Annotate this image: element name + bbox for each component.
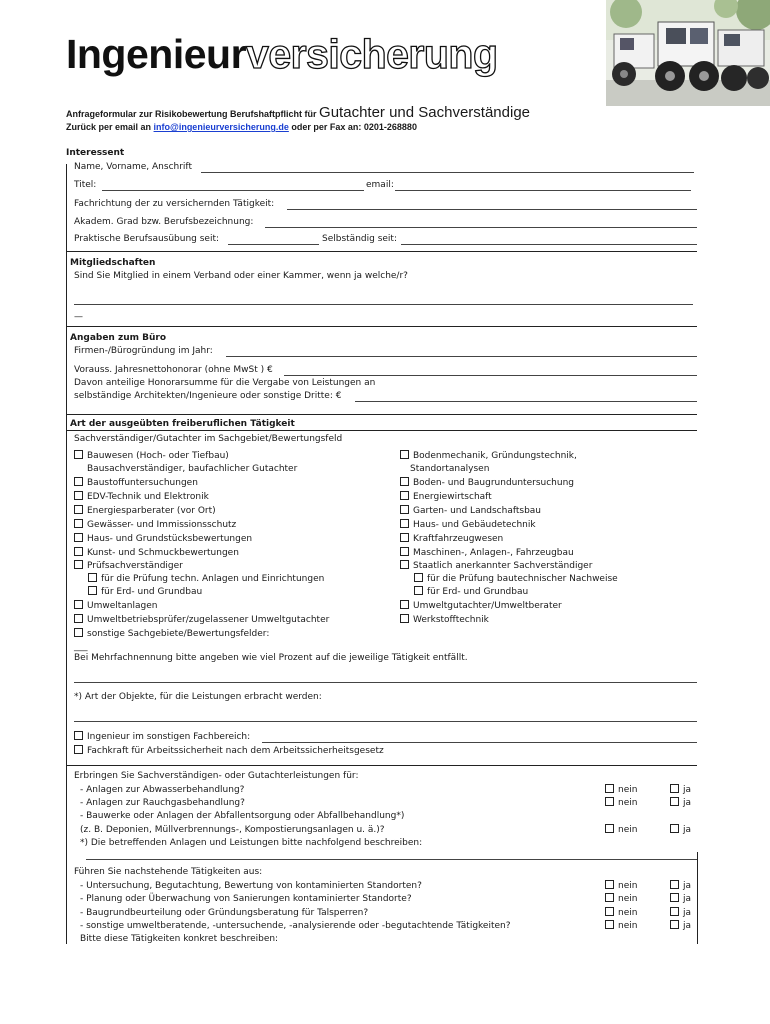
form-frame-right: [697, 852, 698, 944]
taetigkeiten-item-2: - Planung oder Überwachung von Sanierungen kontaminierter Standorte?: [80, 894, 412, 904]
checkbox[interactable]: [74, 547, 83, 556]
option-pruef-anlagen[interactable]: für die Prüfung techn. Anlagen und Einrichtungen: [88, 573, 324, 585]
abfall-yes[interactable]: ja: [670, 824, 691, 836]
checkbox[interactable]: [88, 573, 97, 582]
checkbox[interactable]: [605, 920, 614, 929]
checkbox[interactable]: [400, 614, 409, 623]
checkbox[interactable]: [400, 560, 409, 569]
option-boden-baugrund[interactable]: Boden- und Baugrunduntersuchung: [400, 477, 574, 489]
praxis-label: Praktische Berufsausübung seit:: [74, 234, 220, 244]
checkbox[interactable]: [74, 560, 83, 569]
fachrichtung-field[interactable]: [287, 209, 697, 210]
section-divider: [66, 251, 697, 252]
leistungen-item-1: - Anlagen zur Abwasserbehandlung?: [80, 785, 245, 795]
checkbox[interactable]: [670, 893, 679, 902]
objekte-field[interactable]: [74, 721, 697, 722]
checkbox[interactable]: [670, 824, 679, 833]
leistungen-item-5: *) Die betreffenden Anlagen und Leistungen bitte nachfolgend beschreiben:: [80, 838, 423, 848]
option-bausachverstaendiger-text: Bausachverständiger, baufachlicher Gutachter: [87, 464, 298, 474]
checkbox[interactable]: [605, 797, 614, 806]
anteil-field[interactable]: [355, 401, 697, 402]
option-standortanalysen-text: Standortanalysen: [410, 464, 490, 474]
option-energiewirtschaft[interactable]: Energiewirtschaft: [400, 491, 492, 503]
checkbox[interactable]: [400, 477, 409, 486]
checkbox[interactable]: [605, 893, 614, 902]
checkbox[interactable]: [400, 505, 409, 514]
mitglied-field[interactable]: [74, 304, 693, 305]
section-heading-taetigkeit: Art der ausgeübten freiberuflichen Tätigkeit: [70, 419, 295, 429]
titel-field[interactable]: [102, 190, 364, 191]
abfall-no[interactable]: nein: [605, 824, 637, 836]
rauchgas-yes[interactable]: ja: [670, 797, 691, 809]
checkbox[interactable]: [400, 519, 409, 528]
checkbox[interactable]: [74, 505, 83, 514]
checkbox[interactable]: [88, 586, 97, 595]
section-heading-buero: Angaben zum Büro: [70, 333, 167, 343]
gruendung-field[interactable]: [226, 356, 697, 357]
abwasser-no[interactable]: nein: [605, 784, 637, 796]
mitglied-question: Sind Sie Mitglied in einem Verband oder einer Kammer, wenn ja welche/r?: [74, 271, 408, 281]
section-divider: [66, 414, 697, 415]
checkbox[interactable]: [670, 797, 679, 806]
objekte-label: *) Art der Objekte, für die Leistungen erbracht werden:: [74, 692, 322, 702]
kontaminiert-no[interactable]: nein: [605, 880, 637, 892]
header-photo: [606, 0, 770, 106]
checkbox[interactable]: [74, 477, 83, 486]
option-staatlich[interactable]: Staatlich anerkannter Sachverständiger: [400, 560, 592, 572]
section-heading-interessent: Interessent: [66, 148, 125, 158]
praxis-field[interactable]: [228, 244, 319, 245]
checkbox[interactable]: [400, 491, 409, 500]
taetigkeit-sub: Sachverständiger/Gutachter im Sachgebiet/Bewertungsfeld: [74, 434, 343, 444]
sonstige-dash: ___: [74, 642, 88, 652]
anteil-label-1: Davon anteilige Honorarsumme für die Vergabe von Leistungen an: [74, 378, 376, 388]
abfall-description-field[interactable]: [86, 859, 697, 860]
grad-field[interactable]: [265, 227, 697, 228]
section-divider: [66, 430, 697, 431]
section-heading-mitglied: Mitgliedschaften: [70, 258, 156, 268]
option-umweltbetrieb[interactable]: Umweltbetriebsprüfer/zugelassener Umweltgutachter: [74, 614, 329, 626]
checkbox[interactable]: [74, 450, 83, 459]
checkbox[interactable]: [605, 784, 614, 793]
checkbox[interactable]: [670, 907, 679, 916]
leistungen-item-3: - Bauwerke oder Anlagen der Abfallentsorgung oder Abfallbehandlung*): [80, 811, 405, 821]
checkbox[interactable]: [400, 547, 409, 556]
option-haustechnik[interactable]: Haus- und Gebäudetechnik: [400, 519, 536, 531]
logo-part-2: versicherung: [246, 31, 498, 77]
checkbox[interactable]: [400, 533, 409, 542]
option-pruef-erdbau[interactable]: für Erd- und Grundbau: [88, 586, 202, 598]
email-link[interactable]: info@ingenieurversicherung.de: [153, 122, 289, 132]
checkbox[interactable]: [400, 450, 409, 459]
option-gewaesser[interactable]: Gewässer- und Immissionsschutz: [74, 519, 236, 531]
taetigkeiten-item-1: - Untersuchung, Begutachtung, Bewertung von kontaminierten Standorten?: [80, 881, 422, 891]
option-edv[interactable]: EDV-Technik und Elektronik: [74, 491, 209, 503]
checkbox[interactable]: [414, 573, 423, 582]
mehrfach-note: Bei Mehrfachnennung bitte angeben wie viel Prozent auf die jeweilige Tätigkeit entfällt.: [74, 653, 468, 663]
leistungen-item-4: (z. B. Deponien, Müllverbrennungs-, Kompostierungsanlagen u. ä.)?: [80, 825, 385, 835]
ingenieur-field[interactable]: [262, 742, 697, 743]
talsperren-yes[interactable]: ja: [670, 907, 691, 919]
option-kfz[interactable]: Kraftfahrzeugwesen: [400, 533, 503, 545]
gruendung-label: Firmen-/Bürogründung im Jahr:: [74, 346, 213, 356]
abwasser-yes[interactable]: ja: [670, 784, 691, 796]
taetigkeiten-item-4: - sonstige umweltberatende, -untersuchende, -analysierende oder -begutachtende Tätigkeiten?: [80, 921, 511, 931]
section-divider: [66, 765, 697, 766]
option-baustoff[interactable]: Baustoffuntersuchungen: [74, 477, 198, 489]
option-bodenmechanik[interactable]: Bodenmechanik, Gründungstechnik,: [400, 450, 577, 462]
honorar-field[interactable]: [284, 375, 697, 376]
name-label: Name, Vorname, Anschrift: [74, 162, 192, 172]
anteil-label-2: selbständige Architekten/Ingenieure oder sonstige Dritte: €: [74, 391, 342, 401]
checkbox[interactable]: [605, 907, 614, 916]
rauchgas-no[interactable]: nein: [605, 797, 637, 809]
form-title: Anfrageformular zur Risikobewertung Berufshaftpflicht für Gutachter und Sachverständige: [66, 104, 531, 121]
sonstige-umwelt-yes[interactable]: ja: [670, 920, 691, 932]
option-staatlich-erdbau[interactable]: für Erd- und Grundbau: [414, 586, 528, 598]
checkbox[interactable]: [670, 880, 679, 889]
option-ingenieur[interactable]: Ingenieur im sonstigen Fachbereich:: [74, 731, 250, 743]
option-fachkraft[interactable]: Fachkraft für Arbeitssicherheit nach dem Arbeitssicherheitsgesetz: [74, 745, 384, 757]
name-field[interactable]: [201, 172, 694, 173]
checkbox[interactable]: [414, 586, 423, 595]
option-pruefsachverstaendiger[interactable]: Prüfsachverständiger: [74, 560, 183, 572]
company-logo: [66, 31, 498, 77]
selbst-label: Selbständig seit:: [322, 234, 397, 244]
checkbox[interactable]: [74, 533, 83, 542]
logo-part-1: Ingenieur: [66, 31, 247, 77]
fachrichtung-label: Fachrichtung der zu versichernden Tätigkeit:: [74, 199, 275, 209]
section-divider: [66, 326, 697, 327]
option-maschinen[interactable]: Maschinen-, Anlagen-, Fahrzeugbau: [400, 547, 574, 559]
option-energiespar[interactable]: Energiesparberater (vor Ort): [74, 505, 216, 517]
kontaminiert-yes[interactable]: ja: [670, 880, 691, 892]
option-umweltgutachter[interactable]: Umweltgutachter/Umweltberater: [400, 600, 562, 612]
leistungen-intro: Erbringen Sie Sachverständigen- oder Gutachterleistungen für:: [74, 771, 359, 781]
email-field[interactable]: [395, 190, 691, 191]
checkbox[interactable]: [670, 920, 679, 929]
checkbox[interactable]: [605, 824, 614, 833]
checkbox[interactable]: [74, 745, 83, 754]
checkbox[interactable]: [74, 628, 83, 637]
sonstige-umwelt-no[interactable]: nein: [605, 920, 637, 932]
option-bauwesen[interactable]: Bauwesen (Hoch- oder Tiefbau): [74, 450, 229, 462]
checkbox[interactable]: [74, 614, 83, 623]
mehrfach-field[interactable]: [74, 682, 697, 683]
checkbox[interactable]: [400, 600, 409, 609]
mitglied-dash: —: [74, 312, 83, 322]
form-frame-left: [66, 164, 67, 944]
option-haus-grund[interactable]: Haus- und Grundstücksbewertungen: [74, 533, 252, 545]
titel-label: Titel:: [74, 180, 97, 190]
talsperren-no[interactable]: nein: [605, 907, 637, 919]
honorar-label: Vorauss. Jahresnettohonorar (ohne MwSt ) €: [74, 365, 273, 375]
selbst-field[interactable]: [401, 244, 697, 245]
taetigkeiten-intro: Führen Sie nachstehende Tätigkeiten aus:: [74, 867, 263, 877]
contact-line: Zurück per email an info@ingenieurversicherung.de oder per Fax an: 0201-268880: [66, 122, 417, 132]
taetigkeiten-item-3: - Baugrundbeurteilung oder Gründungsberatung für Talsperren?: [80, 908, 369, 918]
option-pruef-bautechnik[interactable]: für die Prüfung bautechnischer Nachweise: [414, 573, 618, 585]
sanierung-no[interactable]: nein: [605, 893, 637, 905]
grad-label: Akadem. Grad bzw. Berufsbezeichnung:: [74, 217, 254, 227]
checkbox[interactable]: [74, 491, 83, 500]
option-garten[interactable]: Garten- und Landschaftsbau: [400, 505, 541, 517]
option-umweltanlagen[interactable]: Umweltanlagen: [74, 600, 157, 612]
sanierung-yes[interactable]: ja: [670, 893, 691, 905]
form-title-emphasis: Gutachter und Sachverständige: [319, 104, 531, 121]
option-werkstoff[interactable]: Werkstofftechnik: [400, 614, 489, 626]
option-kunst[interactable]: Kunst- und Schmuckbewertungen: [74, 547, 239, 559]
taetigkeiten-item-5: Bitte diese Tätigkeiten konkret beschreiben:: [80, 934, 279, 944]
email-label: email:: [366, 180, 394, 190]
checkbox[interactable]: [74, 600, 83, 609]
checkbox[interactable]: [605, 880, 614, 889]
checkbox[interactable]: [74, 519, 83, 528]
leistungen-item-2: - Anlagen zur Rauchgasbehandlung?: [80, 798, 245, 808]
checkbox[interactable]: [74, 731, 83, 740]
checkbox[interactable]: [670, 784, 679, 793]
option-sonstige[interactable]: sonstige Sachgebiete/Bewertungsfelder:: [74, 628, 269, 640]
